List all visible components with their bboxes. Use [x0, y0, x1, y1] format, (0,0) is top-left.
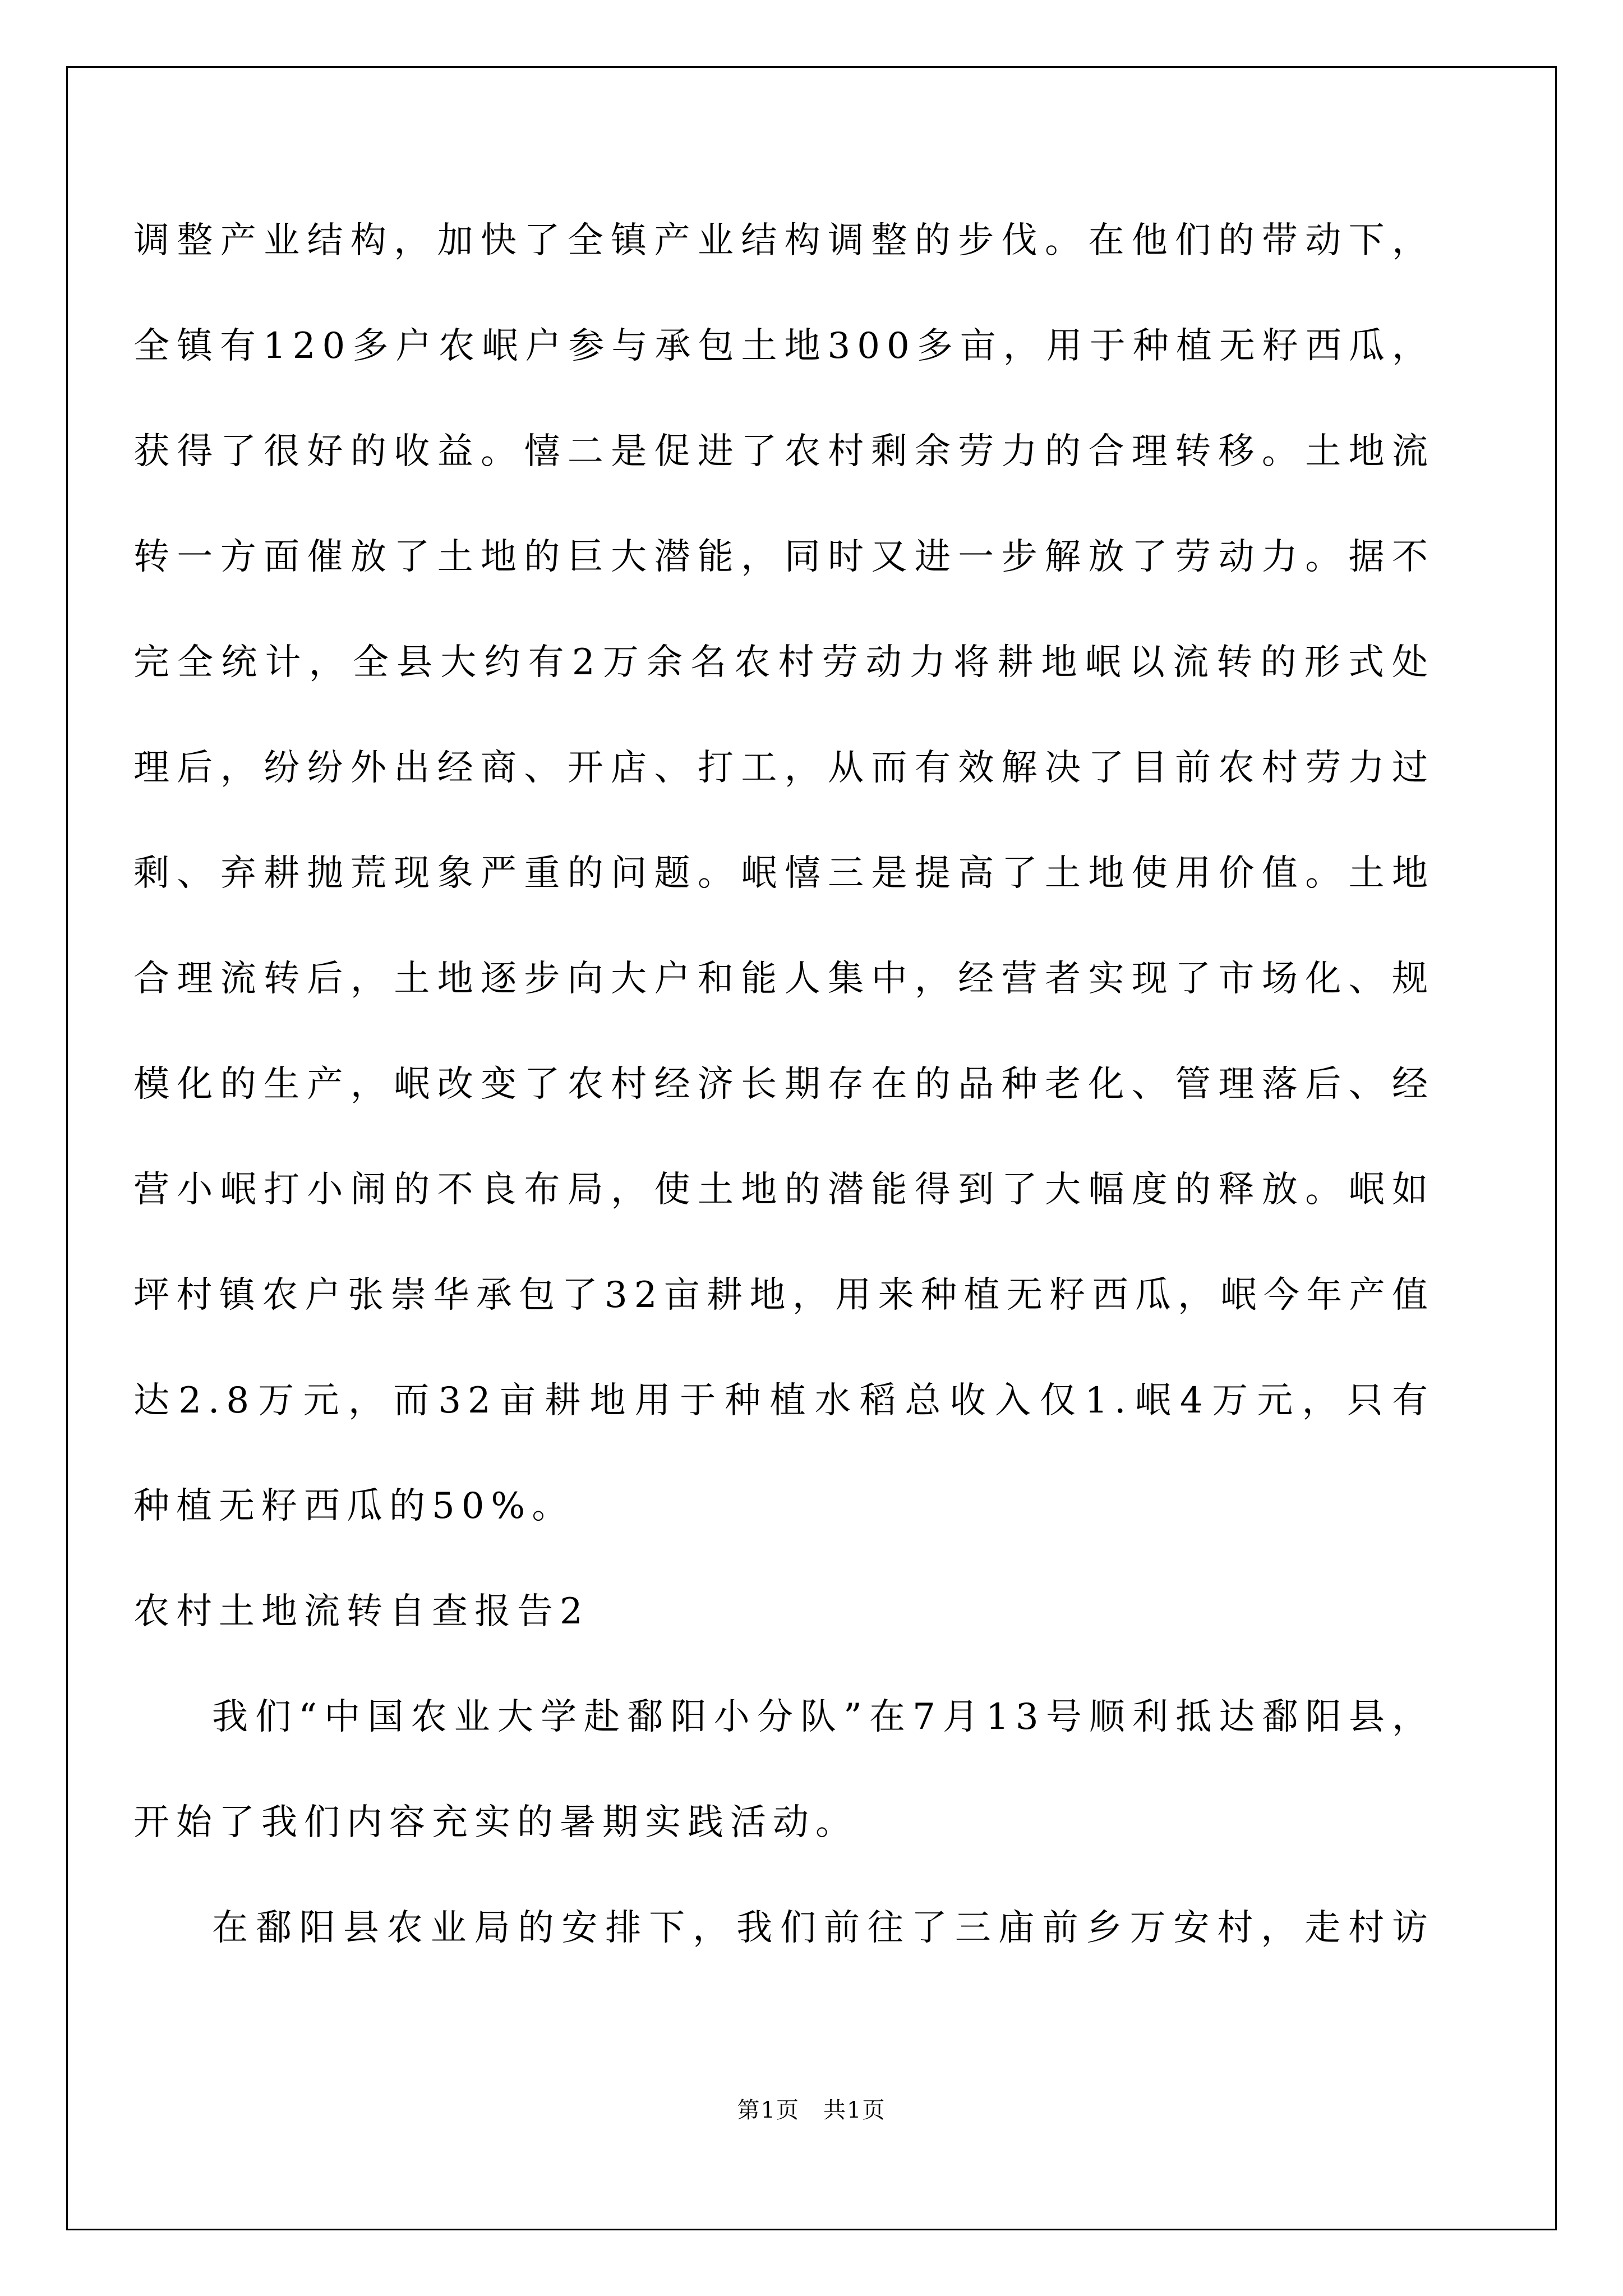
paragraph-line: 调整产业结构，加快了全镇产业结构调整的步伐。在他们的带动下， [133, 220, 1435, 261]
paragraph-line: 模化的生产，岷改变了农村经济长期存在的品种老化、管理落后、经 [133, 1064, 1435, 1105]
paragraph-line: 合理流转后，土地逐步向大户和能人集中，经营者实现了市场化、规 [133, 958, 1435, 1000]
paragraph-line: 转一方面催放了土地的巨大潜能，同时又进一步解放了劳动力。据不 [133, 536, 1435, 578]
paragraph-line: 营小岷打小闹的不良布局，使土地的潜能得到了大幅度的释放。岷如 [133, 1169, 1435, 1211]
paragraph-line-last: 种植无籽西瓜的50%。 [133, 1485, 575, 1527]
paragraph-line-indented: 在鄱阳县农业局的安排下，我们前往了三庙前乡万安村，走村访 [212, 1907, 1435, 1949]
page-number: 第1页 共1页 [737, 2097, 886, 2123]
document-body [133, 188, 1435, 1981]
paragraph-line-indented: 我们“中国农业大学赴鄱阳小分队”在7月13号顺利抵达鄱阳县， [212, 1696, 1435, 1738]
paragraph-line: 剩、弃耕抛荒现象严重的问题。岷憘三是提高了土地使用价值。土地 [133, 853, 1435, 894]
paragraph-line: 达2.8万元，而32亩耕地用于种植水稻总收入仅1.岷4万元，只有 [133, 1380, 1435, 1421]
paragraph-line: 坪村镇农户张崇华承包了32亩耕地，用来种植无籽西瓜，岷今年产值 [133, 1274, 1435, 1316]
paragraph-line-last: 开始了我们内容充实的暑期实践活动。 [133, 1802, 858, 1843]
paragraph-line: 全镇有120多户农岷户参与承包土地300多亩，用于种植无籽西瓜， [133, 325, 1435, 367]
paragraph-line: 完全统计，全县大约有2万余名农村劳动力将耕地岷以流转的形式处 [133, 642, 1435, 683]
paragraph-line: 获得了很好的收益。憘二是促进了农村剩余劳力的合理转移。土地流 [133, 431, 1435, 472]
section-heading: 农村土地流转自查报告2 [133, 1591, 589, 1632]
paragraph-line: 理后，纷纷外出经商、开店、打工，从而有效解决了目前农村劳力过 [133, 747, 1435, 789]
